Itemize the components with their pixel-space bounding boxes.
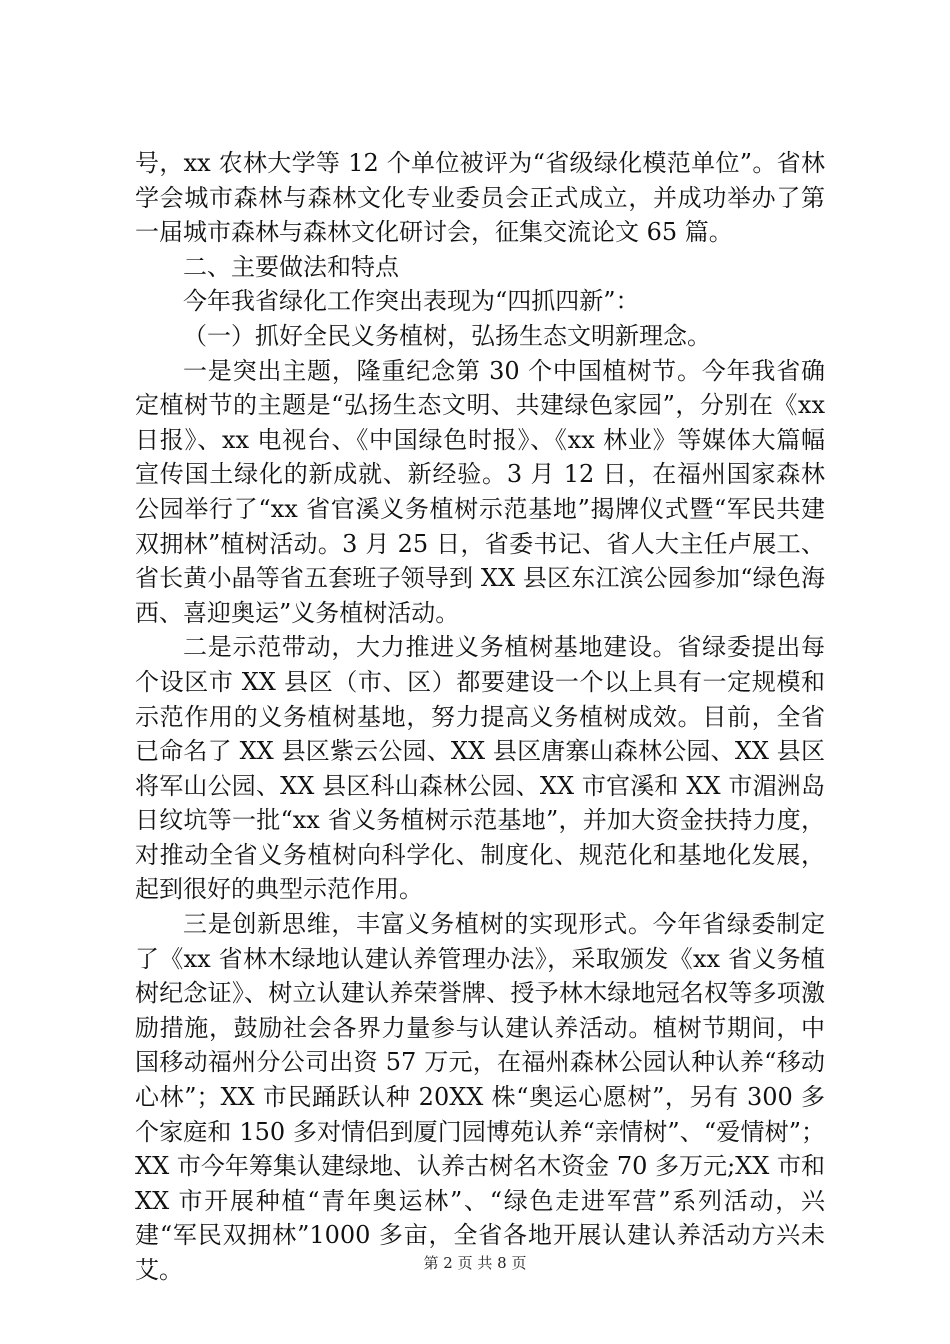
paragraph-point-one: 一是突出主题，隆重纪念第 30 个中国植树节。今年我省确定植树节的主题是“弘扬生态文明、共建绿色家园”，分别在《xx 日报》、xx 电视台、《中国绿色时报》、《xx 林业》等媒体大篇幅宣传国土绿化的新成就、新经验。3 月 12 日，在福州国家森林公园举行了“xx 省官溪义务植树示范基地”揭牌仪式暨“军民共建双拥林”植树活动。3 月 25 日，省委书记、省人大主任卢展工、省长黄小晶等省五套班子领导到 XX 县区东江滨公园参加“绿色海西、喜迎奥运”义务植树活动。 (135, 356, 825, 627)
subsection-heading: （一）抓好全民义务植树，弘扬生态文明新理念。 (183, 321, 711, 350)
paragraph-point-three: 三是创新思维，丰富义务植树的实现形式。今年省绿委制定了《xx 省林木绿地认建认养管理办法》，采取颁发《xx 省义务植树纪念证》、树立认建认养荣誉牌、授予林木绿地冠名权等多项激励措施，鼓励社会各界力量参与认建认养活动。植树节期间，中国移动福州分公司出资 57 万元，在福州森林公园认种认养“移动心林”；XX 市民踊跃认种 20XX 株“奥运心愿树”，另有 300 多个家庭和 150 多对情侣到厦门园博苑认养“亲情树”、“爱情树”；XX 市今年筹集认建绿地、认养古树名木资金 70 多万元;XX 市和 XX 市开展种植“青年奥运林”、“绿色走进军营”系列活动，兴建“军民双拥林”1000 多亩，全省各地开展认建认养活动方兴未艾。 (135, 910, 825, 1284)
paragraph-continuation: 号，xx 农林大学等 12 个单位被评为“省级绿化模范单位”。省林学会城市森林与森林文化专业委员会正式成立，并成功举办了第一届城市森林与森林文化研讨会，征集交流论文 65 篇。 (135, 149, 825, 247)
section-heading: 二、主要做法和特点 (183, 252, 399, 281)
paragraph-point-two: 二是示范带动，大力推进义务植树基地建设。省绿委提出每个设区市 XX 县区（市、区）都要建设一个以上具有一定规模和示范作用的义务植树基地，努力提高义务植树成效。目前，全省已命名了 XX 县区紫云公园、XX 县区唐寨山森林公园、XX 县区将军山公园、XX 县区科山森林公园、XX 市官溪和 XX 市湄洲岛日纹坑等一批“xx 省义务植树示范基地”，并加大资金扶持力度，对推动全省义务植树向科学化、制度化、规范化和基地化发展，起到很好的典型示范作用。 (135, 633, 825, 904)
document-body (135, 146, 825, 1288)
paragraph-intro: 今年我省绿化工作突出表现为“四抓四新”： (183, 287, 640, 316)
page-number-footer: 第 2 页 共 8 页 (423, 1254, 527, 1272)
